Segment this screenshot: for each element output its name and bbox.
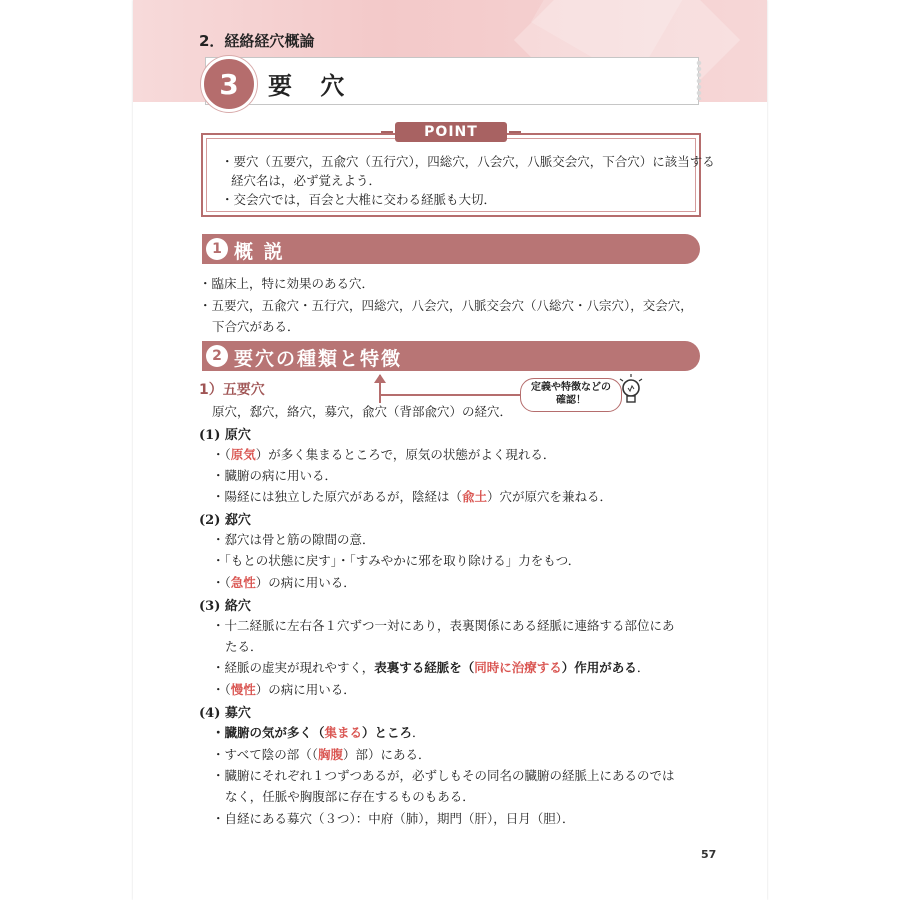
page-number: 57 (701, 848, 717, 861)
overview-line-1: ・臨床上，特に効果のある穴． (199, 276, 375, 291)
raku-line-3: ・経脈の虚実が現れやすく，表裏する経脈を（同時に治療する）作用がある． (212, 660, 650, 675)
section-title: 要 穴 (268, 72, 355, 100)
heading-title: 要穴の種類と特徴 (234, 348, 403, 370)
gen-line-2: ・臓腑の病に用いる． (212, 468, 338, 483)
bo-line-4: なく，任脈や胸腹部に存在するものもある． (225, 789, 475, 804)
point-line-2: 経穴名は，必ず覚えよう． (231, 173, 382, 188)
gen-line-1: ・（原気）が多く集まるところで，原気の状態がよく現れる． (212, 447, 556, 462)
callout-bubble (520, 378, 622, 412)
section-number-badge: 3 (201, 56, 257, 112)
overview-line-3: 下合穴がある． (212, 319, 300, 334)
lightbulb-icon (618, 374, 644, 408)
heading-title: 概 説 (234, 241, 285, 263)
callout-arrow (371, 371, 523, 405)
chapter-label: 2．経絡経穴概論 (199, 32, 315, 50)
bo-line-5: ・自経にある募穴（３つ）：中府（肺），期門（肝），日月（胆）． (212, 811, 575, 826)
item-title-raku: (3) 絡穴 (199, 599, 251, 614)
item-title-bo: (4) 募穴 (199, 706, 251, 721)
heading-types (202, 341, 700, 371)
gen-line-3: ・陽経には独立した原穴があるが，陰経は（兪土）穴が原穴を兼ねる． (212, 489, 613, 504)
raku-line-1: ・十二経脈に左右各１穴ずつ一対にあり，表裏関係にある経脈に連絡する部位にあ (212, 618, 675, 633)
geki-line-3: ・（急性）の病に用いる． (212, 575, 356, 590)
heading-number: 2 (206, 345, 228, 367)
heading-number: 1 (206, 238, 228, 260)
subsection-desc: 原穴，郄穴，絡穴，募穴，兪穴（背部兪穴）の経穴． (212, 404, 513, 419)
bo-line-2: ・すべて陰の部（（胸腹）部）にある． (212, 747, 431, 762)
overview-line-2: ・五要穴，五兪穴・五行穴，四総穴，八会穴，八脈交会穴（八総穴・八宗穴），交会穴， (199, 298, 693, 313)
item-title-gen: (1) 原穴 (199, 428, 251, 443)
item-title-geki: (2) 郄穴 (199, 513, 251, 528)
callout-line-1: 定義や特徴などの (531, 382, 611, 393)
raku-line-4: ・（慢性）の病に用いる． (212, 682, 356, 697)
bo-line-3: ・臓腑にそれぞれ１つずつあるが，必ずしもその同名の臓腑の経脈上にあるのでは (212, 768, 675, 783)
point-line-1: ・要穴（五要穴，五兪穴（五行穴），四総穴，八会穴，八脈交会穴，下合穴）に該当する (221, 154, 715, 169)
callout-line-2: 確認！ (556, 395, 586, 406)
book-page (133, 0, 767, 900)
bo-line-1: ・臓腑の気が多く（集まる）ところ． (212, 725, 425, 740)
subsection-title: 1）五要穴 (199, 382, 265, 398)
point-label: POINT (395, 122, 507, 142)
geki-line-1: ・郄穴は骨と筋の隙間の意． (212, 532, 375, 547)
raku-line-2: たる． (225, 639, 263, 654)
geki-line-2: ・「もとの状態に戻す」・「すみやかに邪を取り除ける」力をもつ． (212, 553, 581, 568)
heading-overview (202, 234, 700, 264)
point-line-3: ・交会穴では，百会と大椎に交わる経脈も大切． (221, 192, 497, 207)
